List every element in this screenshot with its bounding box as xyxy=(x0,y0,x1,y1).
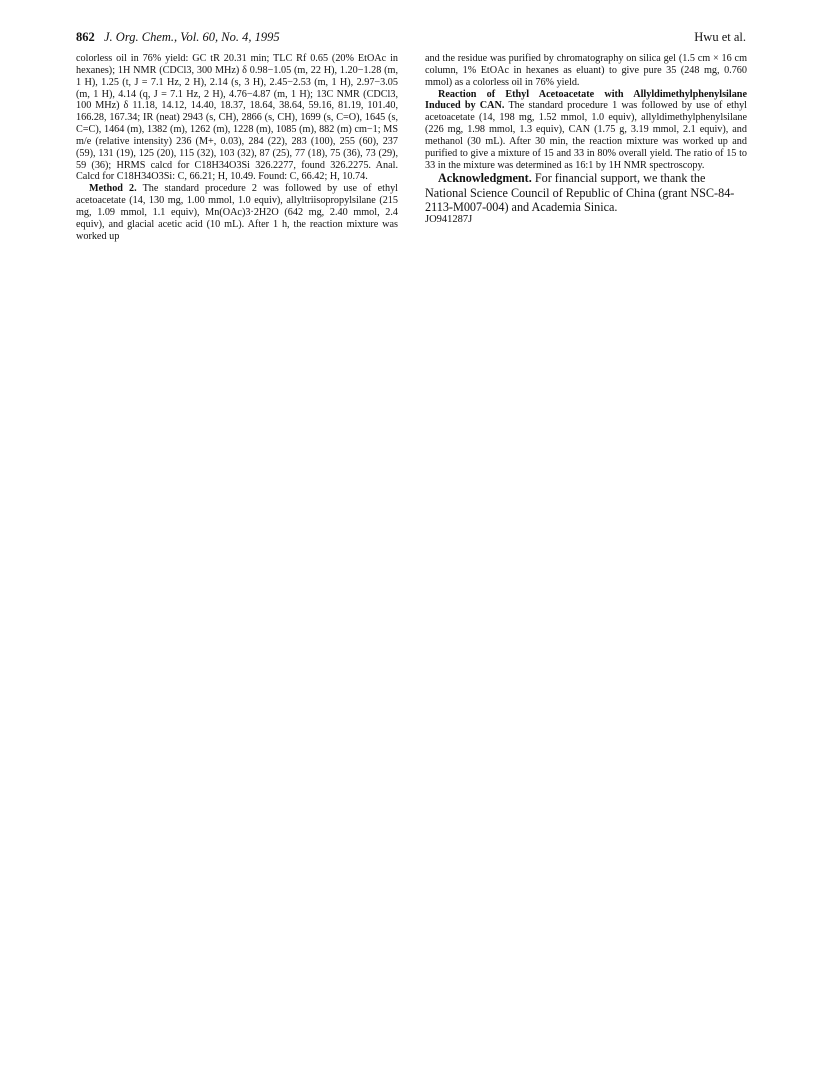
characterization-paragraph: colorless oil in 76% yield: GC tR 20.31 min; TLC Rf 0.65 (20% EtOAc in hexanes); 1H NMR (CDCl3, 300 MHz) δ 0.98−1.05 (m, 22 H), 1.20−1.28 (m, 1 H), 1.25 (t, J = 7.1 Hz, 2 H), 2.14 (s, 3 H), 2.45−2.53 (m, 1 H), 2.97−3.05 (m, 1 H), 4.14 (q, J = 7.1 Hz, 2 H), 4.76−4.87 (m, 1 H); 13C NMR (CDCl3, 100 MHz) δ 11.18, 14.12, 14.40, 18.37, 18.64, 38.64, 59.16, 81.19, 101.40, 166.28, 167.34; IR (neat) 2943 (s, CH), 2866 (s, CH), 1699 (s, C=O), 1645 (s, C=C), 1464 (m), 1382 (m), 1262 (m), 1228 (m), 1085 (m), 882 (m) cm−1; MS m/e (relative intensity) 236 (M+, 0.03), 284 (22), 283 (100), 255 (60), 237 (59), 131 (19), 125 (20), 115 (32), 103 (32), 87 (25), 77 (18), 75 (36), 73 (29), 59 (36); HRMS calcd for C18H34O3Si 326.2277, found 326.2275. Anal. Calcd for C18H34O3Si: C, 66.21; H, 10.49. Found: C, 66.42; H, 10.74. xyxy=(76,53,398,183)
right-column xyxy=(425,53,747,226)
purification-paragraph: and the residue was purified by chromatography on silica gel (1.5 cm × 16 cm column, 1% EtOAc in hexanes as eluant) to give pure 35 (248 mg, 0.760 mmol) as a colorless oil in 76% yield. xyxy=(425,53,747,88)
left-column xyxy=(76,53,398,243)
running-authors: Hwu et al. xyxy=(694,30,746,44)
acknowledgment-heading: Acknowledgment. xyxy=(438,171,532,186)
acknowledgment-paragraph xyxy=(425,171,747,214)
page-header xyxy=(76,30,746,46)
method2-text: The standard procedure 2 was followed by use of ethyl acetoacetate (14, 130 mg, 1.00 mmol, 1.0 equiv), allyltriisopropylsilane (215 mg, 1.09 mmol, 1.1 equiv), Mn(OAc)3·2H2O (642 mg, 2.40 mmol, 2.4 equiv), and glacial acetic acid (10 mL). After 1 h, the reaction mixture was worked up xyxy=(76,183,398,242)
reaction-paragraph xyxy=(425,89,747,172)
document-id: JO941287J xyxy=(425,214,473,226)
acknowledgment-text: For financial support, we thank the National Science Council of Republic of China (grant NSC-84-2113-M007-004) and Academia Sinica. xyxy=(425,171,735,214)
reaction-text: The standard procedure 1 was followed by use of ethyl acetoacetate (14, 198 mg, 1.52 mmol, 1.0 equiv), allyldimethylphenylsilane (226 mg, 1.98 mmol, 1.3 equiv), CAN (1.75 g, 3.19 mmol, 2.1 equiv), and methanol (30 mL). After 30 min, the reaction mixture was worked up and purified to give a mixture of 15 and 33 in 80% overall yield. The ratio of 15 to 33 in the mixture was determined as 16:1 by 1H NMR spectroscopy. xyxy=(425,100,747,171)
method2-heading: Method 2. xyxy=(89,183,137,195)
journal-citation: J. Org. Chem., Vol. 60, No. 4, 1995 xyxy=(104,30,280,44)
page-number: 862 xyxy=(76,30,95,44)
method2-paragraph xyxy=(76,183,398,242)
reaction-heading: Reaction of Ethyl Acetoacetate with Allyldimethylphenylsilane Induced by CAN. xyxy=(425,88,747,112)
